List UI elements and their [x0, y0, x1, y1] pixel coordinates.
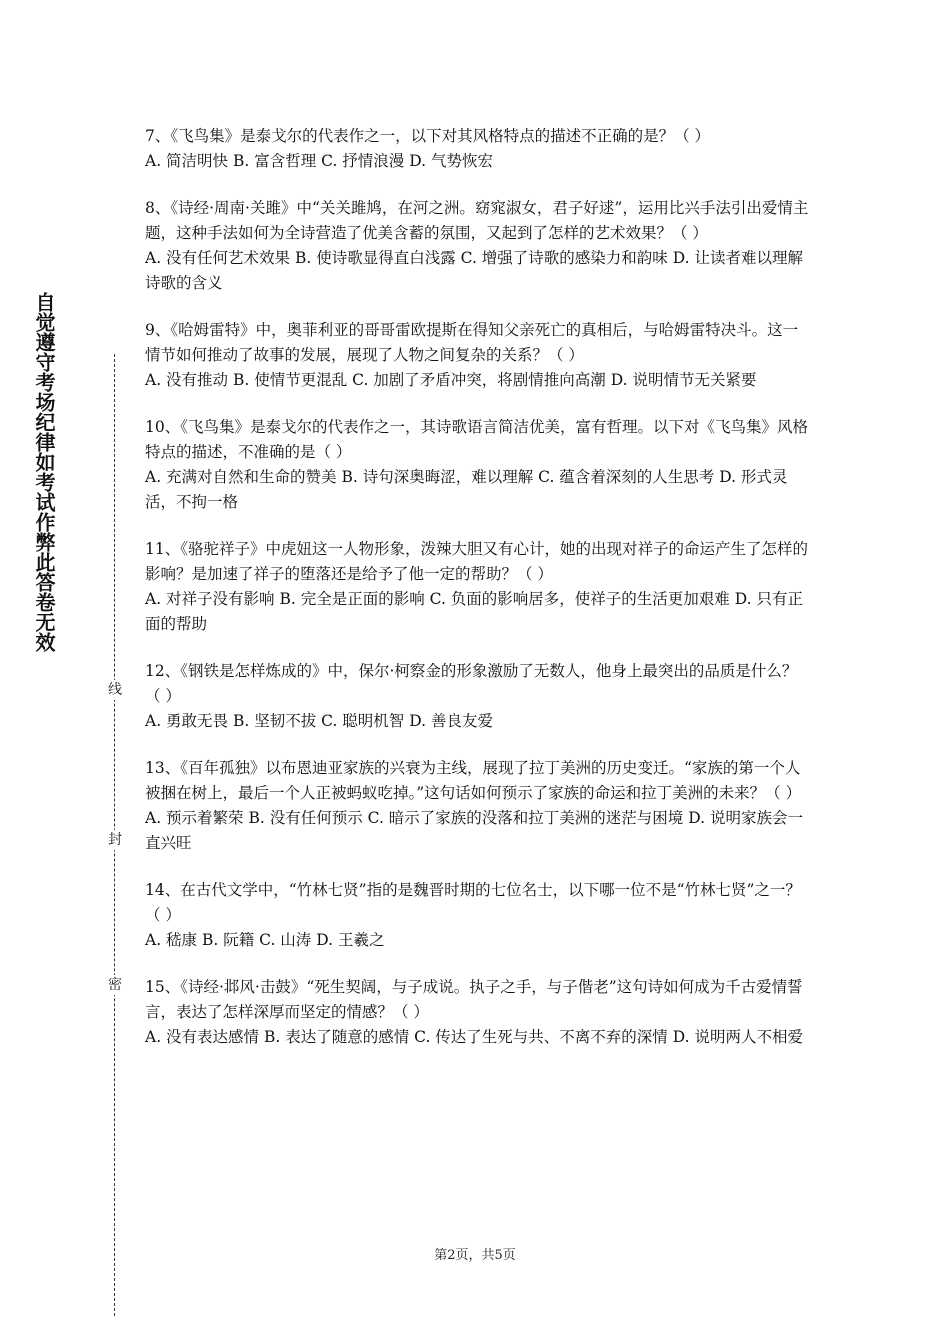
page-number: 第2页，共5页 [434, 1248, 516, 1263]
question-options: A. 没有任何艺术效果 B. 使诗歌显得直白浅露 C. 增强了诗歌的感染力和韵味 D. 让读者难以理解诗歌的含义 [145, 249, 803, 292]
seal-mark-feng: 封 [108, 832, 122, 848]
question-stem: 15、《诗经·邶风·击鼓》“死生契阔，与子成说。执子之手，与子偕老”这句诗如何成为千古爱情誓言，表达了怎样深厚而坚定的情感？（ ） [145, 978, 803, 1021]
question-stem: 13、《百年孤独》以布恩迪亚家族的兴衰为主线，展现了拉丁美洲的历史变迁。“家族的第一个人被捆在树上，最后一个人正被蚂蚁吃掉。”这句话如何预示了家族的命运和拉丁美洲的未来？（ ） [145, 759, 802, 802]
question-14 [145, 878, 810, 953]
question-10 [145, 415, 810, 515]
seal-mark-mi: 密 [108, 977, 122, 993]
question-stem: 10、《飞鸟集》是泰戈尔的代表作之一，其诗歌语言简洁优美，富有哲理。以下对《飞鸟集》风格特点的描述，不准确的是（ ） [145, 418, 808, 461]
question-8 [145, 196, 810, 296]
question-options: A. 嵇康 B. 阮籍 C. 山涛 D. 王羲之 [145, 931, 385, 949]
question-9 [145, 318, 810, 393]
question-stem: 8、《诗经·周南·关雎》中“关关雎鸠，在河之洲。窈窕淑女，君子好逑”，运用比兴手法引出爱情主题，这种手法如何为全诗营造了优美含蓄的氛围，又起到了怎样的艺术效果？（ ） [145, 199, 809, 242]
question-options: A. 勇敢无畏 B. 坚韧不拔 C. 聪明机智 D. 善良友爱 [145, 712, 493, 730]
question-options: A. 没有表达感情 B. 表达了随意的感情 C. 传达了生死与共、不离不弃的深情 D. 说明两人不相爱 [145, 1028, 803, 1046]
question-options: A. 充满对自然和生命的赞美 B. 诗句深奥晦涩，难以理解 C. 蕴含着深刻的人生思考 D. 形式灵活，不拘一格 [145, 468, 788, 511]
question-7 [145, 124, 810, 174]
question-options: A. 对祥子没有影响 B. 完全是正面的影响 C. 负面的影响居多，使祥子的生活更加艰难 D. 只有正面的帮助 [145, 590, 803, 633]
question-options: A. 预示着繁荣 B. 没有任何预示 C. 暗示了家族的没落和拉丁美洲的迷茫与困境 D. 说明家族会一直兴旺 [145, 809, 803, 852]
question-15 [145, 975, 810, 1050]
question-13 [145, 756, 810, 856]
question-12 [145, 659, 810, 734]
seal-mark-xian: 线 [108, 682, 122, 698]
question-stem: 9、《哈姆雷特》中，奥菲利亚的哥哥雷欧提斯在得知父亲死亡的真相后，与哈姆雷特决斗。这一情节如何推动了故事的发展，展现了人物之间复杂的关系？（ ） [145, 321, 799, 364]
question-options: A. 没有推动 B. 使情节更混乱 C. 加剧了矛盾冲突，将剧情推向高潮 D. 说明情节无关紧要 [145, 371, 757, 389]
question-options: A. 简洁明快 B. 富含哲理 C. 抒情浪漫 D. 气势恢宏 [145, 152, 493, 170]
question-stem: 11、《骆驼祥子》中虎妞这一人物形象，泼辣大胆又有心计，她的出现对祥子的命运产生了怎样的影响？是加速了祥子的堕落还是给予了他一定的帮助？（ ） [145, 540, 808, 583]
question-11 [145, 537, 810, 637]
question-stem: 12、《钢铁是怎样炼成的》中，保尔·柯察金的形象激励了无数人，他身上最突出的品质是什么？（ ） [145, 662, 798, 705]
question-list [145, 124, 810, 1072]
exam-discipline-note: 自觉遵守考场纪律如考试作弊此答卷无效 [32, 292, 56, 652]
question-stem: 7、《飞鸟集》是泰戈尔的代表作之一，以下对其风格特点的描述不正确的是？（ ） [145, 127, 711, 145]
question-stem: 14、在古代文学中，“竹林七贤”指的是魏晋时期的七位名士，以下哪一位不是“竹林七贤”之一？（ ） [145, 881, 801, 924]
